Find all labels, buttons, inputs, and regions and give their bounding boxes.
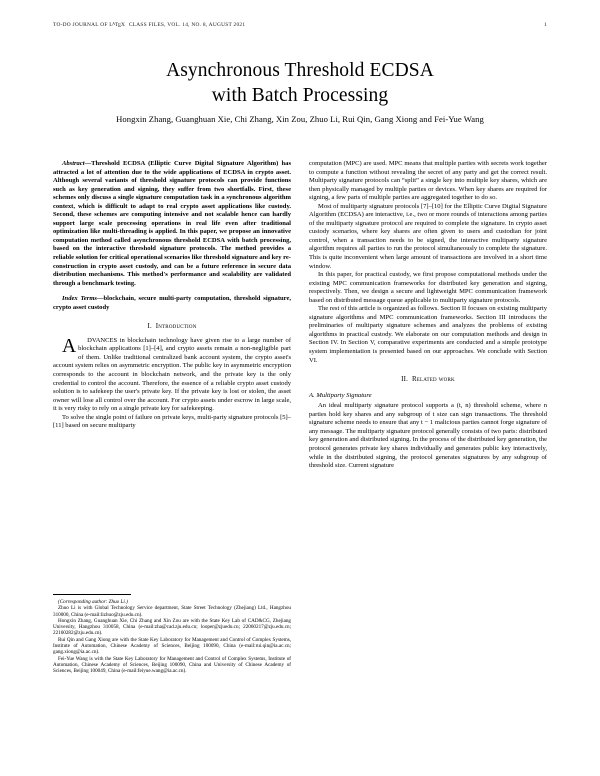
section-heading-introduction: [53, 323, 291, 332]
right-column: [309, 160, 547, 471]
section-number: II.: [401, 376, 409, 384]
page-title: [53, 58, 547, 108]
right-paragraph-3: In this paper, for practical custody, we first propose computational methods under the existing MPC communication frameworks for distributed key generation and signing, respectively. Then, we design a secure and lightweight MPC communication framework based on distributed message queue applicable to multiparty signature protocols.: [309, 271, 547, 304]
running-head-left: [53, 22, 245, 28]
abstract-lead: Abstract: [62, 160, 85, 167]
running-head: [53, 22, 547, 28]
intro-paragraph-1-rest: in blockchain technology have given rise to a large number of blockchain applications [1]–[4], and crypto assets remain a non-negligible part of them. Unlike traditional centralized bank account system, the crypto asset's account system relies on asymmetric encryption. The public key in asymmetric encryption corresponds to the account in blockchain network, and the private key is the only credential to control the account. Therefore, the essence of a reliable crypto asset custody solution is to safekeep the user's private key. If the private key is lost or stolen, the asset owner will lose all control over the account. For crypto assets under escrow in large scale, it is very risky to rely on a single private key for safekeeping.: [53, 336, 291, 413]
running-head-prefix: TO-DO JOURNAL OF: [53, 22, 110, 28]
latex-logo-t: T: [114, 22, 119, 28]
author-list: Hongxin Zhang, Guanghuan Xie, Chi Zhang, Xin Zou, Zhuo Li, Rui Qin, Gang Xiong and Fei-Yue Wang: [116, 114, 484, 124]
latex-logo-a: A: [112, 20, 116, 26]
index-terms-body: blockchain, secure multi-party computation, threshold signature, crypto asset custody: [53, 295, 291, 311]
right-paragraph-4: The rest of this article is organized as follows. Section II focuses on existing multiparty signature algorithms and MPC communication frameworks. Section III introduces the preliminaries of multiparty signature schemes and analyzes the problems of existing algorithms in practical custody. We elaborate on our computation methods and design in Section IV. In Section V, comparative experiments are conducted and a simple prototype system implementation is presented based on our approaches. We conclude with Section VI.: [309, 305, 547, 364]
section-number: I.: [147, 323, 152, 331]
index-terms-lead: Index Terms: [62, 295, 97, 303]
right-paragraph-5: An ideal multiparty signature protocol supports a (t, n) threshold scheme, where n parties hold key shares and any subgroup of t size can sign transactions. The threshold signature scheme needs to ensure that any t − 1 malicious parties cannot forge signature of any message. The multiparty signature protocol generally consists of two parts: distributed key generation and distributed signing. In the process of the distributed key generation, the protocol generates private key shares individually and generates public key interactively, while in the distributed signing, the protocol generates signatures by any subgroup of threshold size. Current signature: [309, 402, 547, 470]
latex-logo-x: X: [120, 22, 126, 28]
running-head-suffix: CLASS FILES, VOL. 14, NO. 8, AUGUST 2021: [127, 22, 246, 28]
section-heading-related-work: [309, 376, 547, 385]
title-line-2: with Batch Processing: [211, 85, 389, 106]
latex-logo-l: L: [109, 22, 113, 28]
title-line-1: Asynchronous Threshold ECDSA: [166, 60, 434, 81]
right-paragraph-1: computation (MPC) are used. MPC means that multiple parties with secrets work together to compute a function without revealing the secret of any party and get the correct result. Multiparty signature protocols can “split” a single key into multiple key shares, which are then physically managed by multiple parties or devices. When key shares are required for signing, a few parts of multiple parties are aggregated together to do so.: [309, 160, 547, 202]
footnote-block: [53, 599, 291, 675]
intro-smallcaps: DVANCES: [87, 336, 118, 344]
abstract-body: Threshold ECDSA (Elliptic Curve Digital Signature Algorithm) has attracted a lot of attention due to the wide applications of ECDSA in crypto asset. Although several variants of threshold signature protocols can provide functions such as key generation and signing, they suffer from two shortfalls. First, these schemes only discuss a single signature computation task in a synchronous algorithm context, which is difficult to adapt to real crypto asset applications like custody. Second, these schemes are computing intensive and not scalable hence can hardly support large scale processing operations in real life even after traditional optimization like multi-threading is applied. In this paper, we propose an innovative computation method called asynchronous threshold ECDSA with batch processing, based on the interactive threshold signature protocols. The method provides a reliable solution for critical operational scenarios like threshold signature and key re-construction in crypto asset custody, and can be a future reference in secure data distribution mechanisms. This method's performance and scalability are validated through a benchmark testing.: [53, 160, 291, 287]
footnote-affiliation-3: Rui Qin and Gang Xiong are with the State Key Laboratory for Management and Control of Complex Systems, Institute of Automation, Chinese Academy of Sciences, Beijing 100090, China (e-mail:rui.qin@ia.ac.cn; gang.xiong@ia.ac.cn).: [53, 636, 291, 656]
subsection-heading-multiparty-signature: A. Multiparty Signature: [309, 391, 372, 399]
abstract-paragraph: [53, 160, 291, 288]
footnote-affiliation-2: Hongxin Zhang, Guanghuan Xie, Chi Zhang and Xin Zou are with the State Key Lab of CAD&CG, Zhejiang University, Hangzhou 310058, China (e-mail:zha@cad.zju.edu.cn; looper@zjuedu.cn; 22060217@zju.edu.cn; 22160282@zju.edu.cn).: [53, 617, 291, 637]
drop-cap: A: [62, 335, 77, 357]
right-paragraph-2: Most of multiparty signature protocols [7]–[10] for the Elliptic Curve Digital Signature Algorithm (ECDSA) are interactive, i.e., two or more rounds of interactions among parties of the multiparty signature protocol are required to complete the signature. In crypto asset custody scenarios, where key shares are often given to users and custodian for joint control, when a transaction needs to be signed, the interactive multiparty signature algorithm requires all parties to run the protocol simultaneously to complete the signature. This is quite inconvenient when large amount of transactions are involved in a short time window.: [309, 202, 547, 270]
intro-paragraph-1: [53, 337, 291, 414]
index-terms-dash: —: [96, 295, 104, 303]
page-number: 1: [543, 22, 547, 28]
intro-paragraph-2: To solve the single point of failure on private keys, multi-party signature protocols [5]–[11] based on secure multiparty: [53, 413, 291, 430]
left-column: [53, 160, 291, 431]
footnote-divider: [53, 594, 131, 595]
latex-logo: [109, 22, 127, 28]
section-title: Related work: [411, 376, 455, 384]
footnote-corresponding-author: (Corresponding author: Zhuo Li.): [58, 599, 128, 605]
abstract-dash: —: [84, 160, 92, 167]
latex-logo-e: E: [118, 23, 122, 29]
footnote-affiliation-1: Zhuo Li is with Global Technology Service department, State Street Technology (Zhejiang) Ltd., Hangzhou 310000, China (e-mail:lizhuo@zju.edu.cn).: [53, 605, 291, 618]
footnote-affiliation-4: Fei-Yue Wang is with the State Key Laboratory for Management and Control of Complex Systems, Institute of Automation, Chinese Academy of Sciences, Beijing 100090, China and University of Chinese Academy of Sciences, Beijing 100049, China (e-mail:feiyue.wang@ia.ac.cn).: [53, 655, 291, 675]
section-title: Introduction: [155, 323, 197, 331]
index-terms-paragraph: [53, 295, 291, 312]
